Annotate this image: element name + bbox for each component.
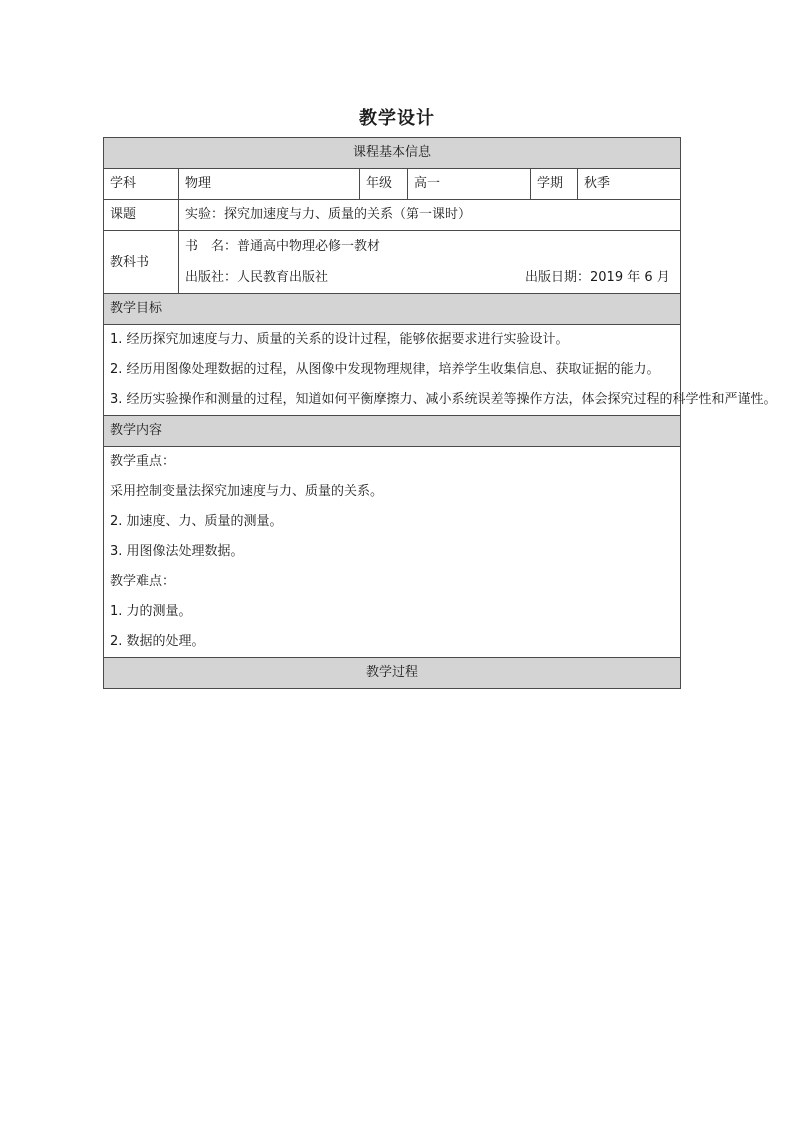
topic-row <box>104 200 681 231</box>
document-title: 教学设计 <box>359 108 435 129</box>
subject-value: 物理 <box>179 169 360 200</box>
topic-value: 实验：探究加速度与力、质量的关系（第一课时） <box>179 200 681 231</box>
content-line: 3. 用图像法处理数据。 <box>110 544 244 559</box>
subject-label: 学科 <box>104 169 179 200</box>
goal-item: 2. 经历用图像处理数据的过程，从图像中发现物理规律，培养学生收集信息、获取证据的能力。 <box>110 362 660 377</box>
lesson-plan-table <box>103 137 777 689</box>
topic-label: 课题 <box>104 200 179 231</box>
goals-header-row <box>104 294 681 325</box>
goals-header: 教学目标 <box>104 294 681 325</box>
goal-item: 1. 经历探究加速度与力、质量的关系的设计过程，能够依据要求进行实验设计。 <box>110 332 569 347</box>
process-header: 教学过程 <box>104 658 681 689</box>
textbook-publisher-line <box>185 262 674 293</box>
content-header: 教学内容 <box>104 416 681 447</box>
textbook-label-text: 教科书 <box>110 254 150 270</box>
grade-value: 高一 <box>408 169 531 200</box>
term-value: 秋季 <box>578 169 681 200</box>
process-header-row <box>104 658 681 689</box>
textbook-publisher: 出版社：人民教育出版社 <box>185 270 329 285</box>
textbook-info <box>179 231 681 294</box>
textbook-label <box>104 231 179 294</box>
content-line: 1. 力的测量。 <box>110 604 192 619</box>
content-body <box>104 447 681 658</box>
term-label: 学期 <box>531 169 578 200</box>
textbook-date: 出版日期：2019 年 6 月 <box>525 270 670 285</box>
content-line: 采用控制变量法探究加速度与力、质量的关系。 <box>110 484 384 499</box>
basic-info-header-row <box>104 138 681 169</box>
subject-row <box>104 169 681 200</box>
textbook-row <box>104 231 681 294</box>
content-line: 2. 加速度、力、质量的测量。 <box>110 514 283 529</box>
goals-content <box>104 325 777 416</box>
grade-label: 年级 <box>360 169 408 200</box>
goals-row <box>104 325 681 416</box>
content-line: 教学重点： <box>110 454 176 469</box>
content-line: 教学难点： <box>110 574 176 589</box>
content-line: 2. 数据的处理。 <box>110 634 205 649</box>
textbook-name: 书 名：普通高中物理必修一教材 <box>185 239 381 254</box>
content-header-row <box>104 416 681 447</box>
goal-item: 3. 经历实验操作和测量的过程，知道如何平衡摩擦力、减小系统误差等操作方法，体会探究过程的科学性和严谨性。 <box>110 392 777 407</box>
content-row <box>104 447 681 658</box>
basic-info-header: 课程基本信息 <box>104 138 681 169</box>
